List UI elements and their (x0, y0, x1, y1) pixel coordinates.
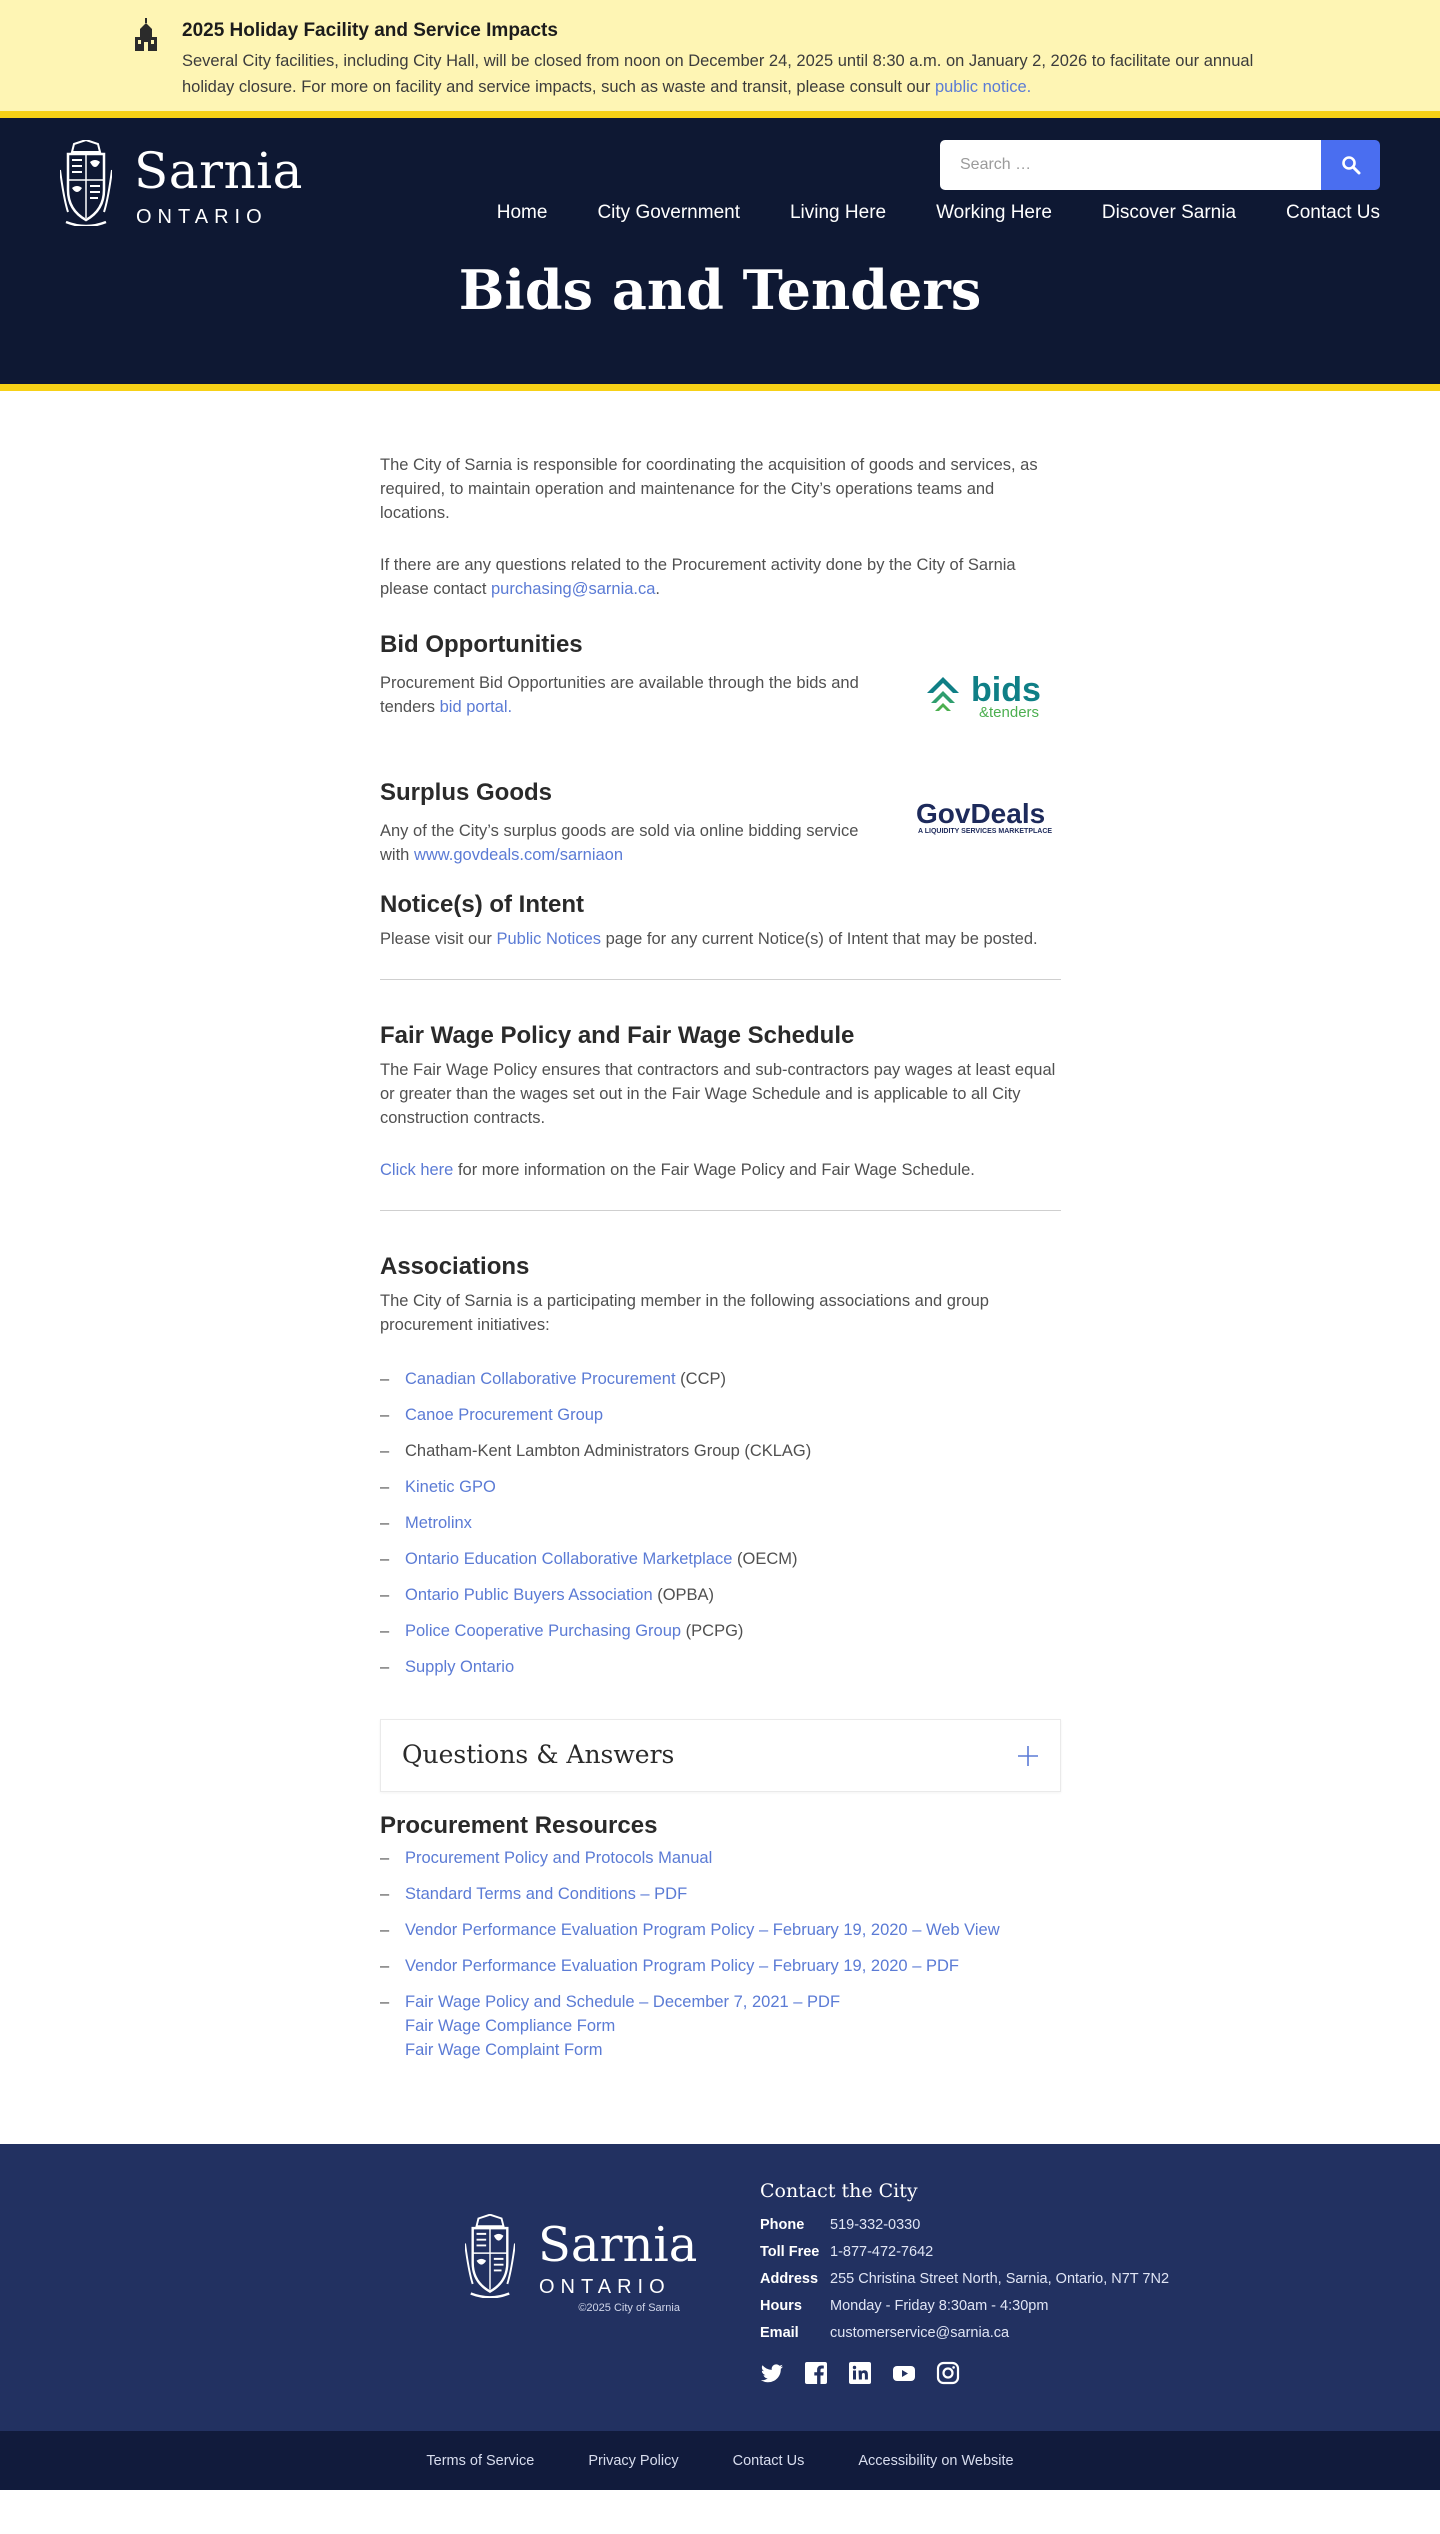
fair-wage-heading: Fair Wage Policy and Fair Wage Schedule (380, 1022, 855, 1049)
notice-text: Please visit our Public Notices page for any current Notice(s) of Intent that may be posted. (380, 930, 1038, 948)
association-suffix: (OPBA) (652, 1586, 715, 1604)
nav-city-government[interactable]: City Government (597, 202, 740, 223)
association-link[interactable]: Ontario Education Collaborative Marketplace (405, 1550, 733, 1568)
resource-link[interactable]: Vendor Performance Evaluation Program Policy – February 19, 2020 – PDF (405, 1957, 959, 1975)
contact-hours: Hours Monday - Friday 8:30am - 4:30pm (760, 2298, 1049, 2314)
accessibility-link[interactable]: Accessibility on Website (858, 2452, 1014, 2469)
bid-opportunities-heading: Bid Opportunities (380, 631, 583, 658)
youtube-icon[interactable] (892, 2361, 916, 2385)
list-item (380, 1511, 1061, 1535)
list-item (380, 1547, 1061, 1571)
list-item (380, 1990, 1061, 2062)
list-item (380, 1882, 1061, 1906)
list-item (380, 1403, 1061, 1427)
associations-heading: Associations (380, 1253, 530, 1280)
list-item (380, 1954, 1061, 1978)
nav-living-here[interactable]: Living Here (789, 202, 887, 223)
footer-bottom-bar (0, 2431, 1440, 2490)
svg-text:GovDeals: GovDeals (916, 799, 1046, 829)
search-input[interactable] (940, 140, 1321, 190)
association-link[interactable]: Police Cooperative Purchasing Group (405, 1622, 682, 1640)
privacy-policy-link[interactable]: Privacy Policy (588, 2452, 679, 2469)
instagram-icon[interactable] (936, 2361, 960, 2385)
search-icon (1341, 155, 1361, 175)
search-bar (940, 140, 1380, 190)
list-item (380, 1583, 1061, 1607)
list-item (380, 1475, 1061, 1499)
contact-toll-free: Toll Free 1-877-472-7642 (760, 2239, 1169, 2266)
contact-address: Address 255 Christina Street North, Sarnia, Ontario, N7T 7N2 (760, 2271, 1170, 2287)
crest-icon (60, 140, 112, 226)
section-divider (380, 979, 1061, 980)
terms-of-service-link[interactable]: Terms of Service (426, 2452, 535, 2469)
footer-main (0, 2144, 1440, 2431)
contact-phone: Phone 519-332-0330 (760, 2212, 1169, 2239)
search-button[interactable] (1321, 140, 1380, 190)
resource-link[interactable]: Fair Wage Compliance Form (405, 2017, 616, 2035)
resources-list (380, 1846, 1061, 2062)
sarnia-logo[interactable] (60, 140, 303, 240)
public-notice-link[interactable]: public notice. (934, 78, 1032, 96)
nav-contact-us[interactable]: Contact Us (1286, 202, 1380, 223)
bid-text: Procurement Bid Opportunities are available through the bids and tenders bid portal. (380, 674, 859, 716)
toll-free-link[interactable]: 1-877-472-7642 (830, 2244, 934, 2260)
alert-text: Several City facilities, including City Hall, will be closed from noon on December 24, 2025 until 8:30 a.m. on January 2, 2026 to facilitate our annual holiday closure. For more on facility and service impacts, such as waste and transit, please consult our public notice. (182, 52, 1254, 96)
resource-link[interactable]: Procurement Policy and Protocols Manual (405, 1849, 713, 1867)
association-link[interactable]: Ontario Public Buyers Association (405, 1586, 653, 1604)
alert-title: 2025 Holiday Facility and Service Impacts (182, 20, 558, 41)
association-link[interactable]: Metrolinx (405, 1514, 472, 1532)
svg-text:bids: bids (971, 671, 1041, 709)
surplus-goods-heading: Surplus Goods (380, 779, 553, 806)
associations-list (380, 1367, 1061, 1679)
resource-link[interactable]: Fair Wage Policy and Schedule – December 7, 2021 – PDF (405, 1993, 841, 2011)
logo-province: ONTARIO (539, 2276, 671, 2298)
surplus-text: Any of the City’s surplus goods are sold via online bidding service with www.govdeals.com/sarniaon (380, 822, 859, 864)
list-item (380, 1846, 1061, 1870)
surplus-section (380, 799, 1061, 867)
accordion-title: Questions & Answers (402, 1740, 675, 1769)
nav-discover-sarnia[interactable]: Discover Sarnia (1101, 202, 1237, 223)
questions-answers-accordion[interactable] (380, 1719, 1061, 1792)
twitter-icon[interactable] (760, 2361, 784, 2385)
logo-wordmark: Sarnia (134, 142, 303, 200)
association-link[interactable]: Kinetic GPO (405, 1478, 496, 1496)
bid-portal-link[interactable]: bid portal. (439, 698, 513, 716)
email-link[interactable]: customerservice@sarnia.ca (830, 2325, 1010, 2341)
list-item (380, 1918, 1061, 1942)
site-header (0, 118, 1440, 391)
procurement-resources-heading: Procurement Resources (380, 1812, 658, 1839)
linkedin-icon[interactable] (848, 2361, 872, 2385)
nav-working-here[interactable]: Working Here (936, 202, 1052, 223)
section-divider (380, 1210, 1061, 1211)
facebook-icon[interactable] (804, 2361, 828, 2385)
contact-block (760, 2180, 1169, 2385)
public-notices-link[interactable]: Public Notices (496, 930, 602, 948)
association-link[interactable]: Supply Ontario (405, 1658, 515, 1676)
crest-icon (465, 2214, 515, 2298)
list-item (380, 1367, 1061, 1391)
association-suffix: (OECM) (732, 1550, 798, 1568)
main-nav (447, 202, 1380, 224)
list-item (380, 1619, 1061, 1643)
list-item (380, 1655, 1061, 1679)
nav-home[interactable]: Home (496, 202, 548, 223)
main-content (380, 391, 1061, 2062)
contact-paragraph: If there are any questions related to the Procurement activity done by the City of Sarnia please contact purchasing@sarnia.ca. (380, 556, 1016, 598)
intro-paragraph: The City of Sarnia is responsible for coordinating the acquisition of goods and services, as required, to maintain operation and maintenance for the City’s operations teams and locations. (380, 456, 1038, 522)
resource-link[interactable]: Vendor Performance Evaluation Program Policy – February 19, 2020 – Web View (405, 1921, 1000, 1939)
page-title: Bids and Tenders (458, 258, 982, 322)
svg-text:&tenders: &tenders (979, 704, 1040, 721)
alert-banner (0, 0, 1440, 118)
list-item (380, 1439, 1061, 1463)
city-hall-icon (133, 18, 159, 52)
click-here-link[interactable]: Click here (380, 1161, 454, 1179)
association-suffix: Chatham-Kent Lambton Administrators Group (CKLAG) (405, 1442, 812, 1460)
association-link[interactable]: Canadian Collaborative Procurement (405, 1370, 676, 1388)
fair-wage-more: Click here for more information on the Fair Wage Policy and Fair Wage Schedule. (380, 1161, 975, 1179)
associations-text: The City of Sarnia is a participating member in the following associations and group procurement initiatives: (380, 1292, 989, 1334)
svg-text:A LIQUIDITY SERVICES MARKETPLA: A LIQUIDITY SERVICES MARKETPLACE (918, 828, 1053, 835)
logo-province: ONTARIO (136, 206, 268, 228)
footer-logo[interactable] (465, 2214, 698, 2324)
logo-wordmark: Sarnia (538, 2217, 698, 2273)
plus-icon[interactable] (1016, 1744, 1040, 1768)
govdeals-link[interactable]: www.govdeals.com/sarniaon (413, 846, 624, 864)
purchasing-email-link[interactable]: purchasing@sarnia.ca (491, 580, 656, 598)
association-suffix: (CCP) (675, 1370, 726, 1388)
contact-email: Email customerservice@sarnia.ca (760, 2320, 1169, 2347)
contact-heading: Contact the City (760, 2180, 918, 2202)
resource-link[interactable]: Standard Terms and Conditions – PDF (405, 1885, 688, 1903)
bids-and-tenders-logo[interactable] (921, 669, 1061, 729)
site-footer (0, 2144, 1440, 2490)
copyright: ©2025 City of Sarnia (578, 2302, 680, 2314)
association-link[interactable]: Canoe Procurement Group (405, 1406, 604, 1424)
phone-link[interactable]: 519-332-0330 (830, 2217, 921, 2233)
resource-link[interactable]: Fair Wage Complaint Form (405, 2041, 603, 2059)
social-links (760, 2361, 1169, 2385)
footer-contact-us-link[interactable]: Contact Us (732, 2452, 805, 2469)
notice-heading: Notice(s) of Intent (380, 891, 584, 918)
bid-section (380, 671, 1061, 729)
association-suffix: (PCPG) (681, 1622, 744, 1640)
govdeals-logo[interactable] (916, 799, 1061, 839)
fair-wage-text: The Fair Wage Policy ensures that contractors and sub-contractors pay wages at least equal or greater than the wages set out in the Fair Wage Schedule and is applicable to all City construction contracts. (380, 1061, 1056, 1127)
